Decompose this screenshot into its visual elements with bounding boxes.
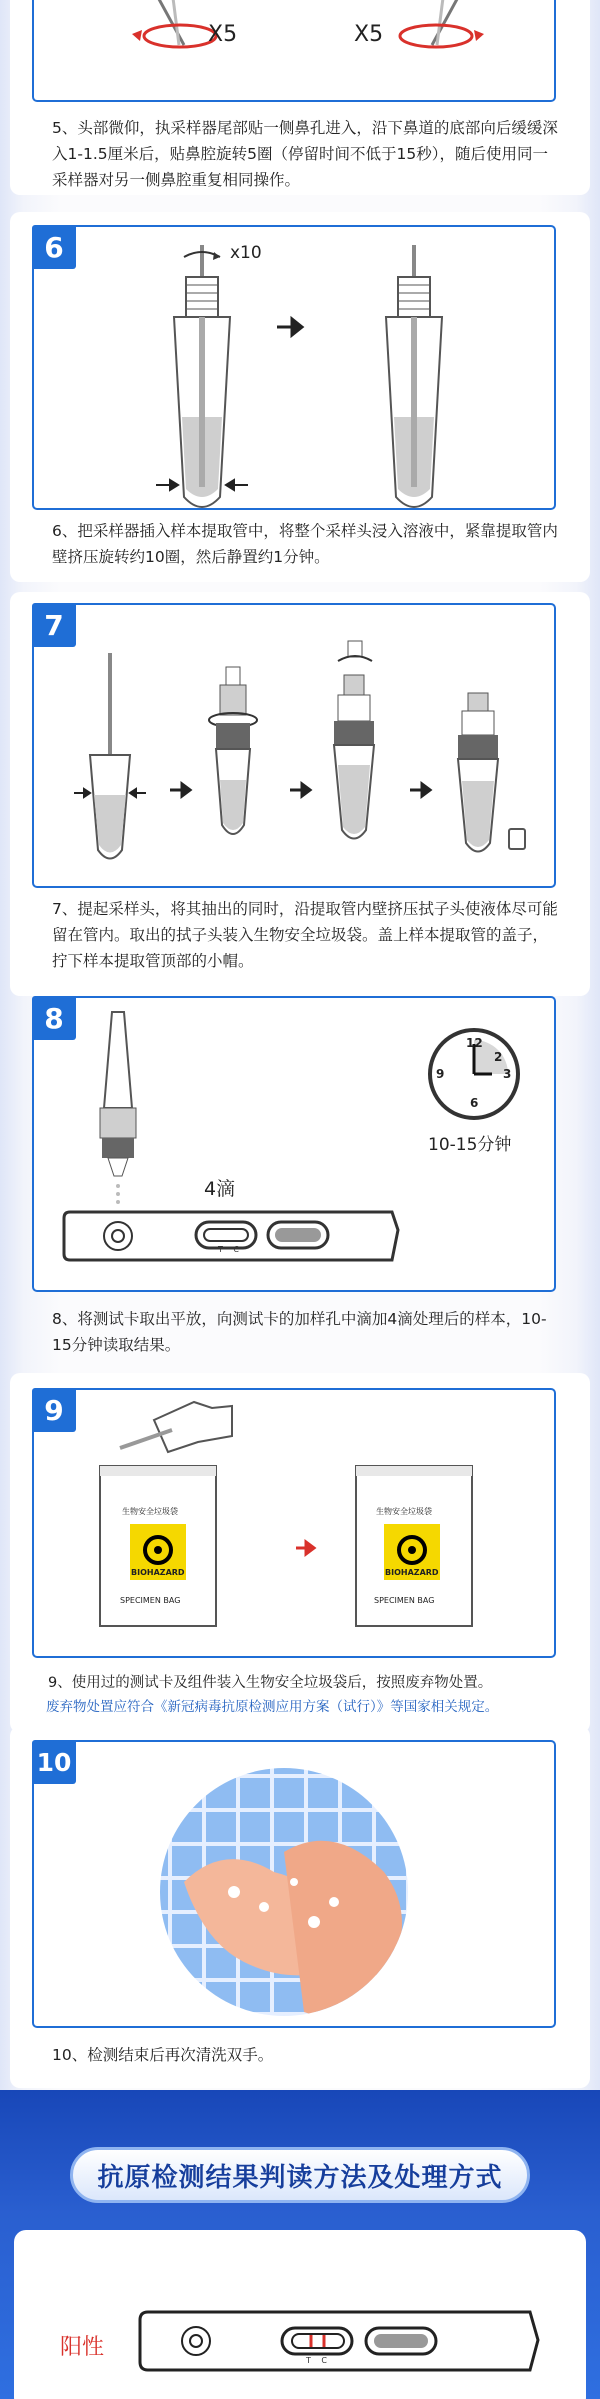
card-tc-marking: T C	[218, 1245, 244, 1254]
step-7-frame	[32, 603, 556, 888]
clock-6: 6	[470, 1096, 479, 1110]
step-8-number: 8	[32, 996, 76, 1040]
clock-9: 9	[436, 1067, 445, 1081]
clock-3: 3	[503, 1067, 512, 1081]
step-9-description: 9、使用过的测试卡及组件装入生物安全垃圾袋后，按照废弃物处置。	[48, 1675, 493, 1691]
step-10-description: 10、检测结束后再次清洗双手。	[52, 2046, 274, 2064]
swab-in-tube-illustration	[34, 227, 558, 512]
extract-swab-illustration	[34, 605, 558, 890]
step-6-description: 6、把采样器插入样本提取管中，将整个采样头浸入溶液中，紧靠提取管内壁挤压旋转约10圈，然后静置约1分钟。	[52, 522, 558, 566]
clock-2: 2	[494, 1050, 503, 1064]
step-6-frame	[32, 225, 556, 510]
disposal-regulation-note: 废弃物处置应符合《新冠病毒抗原检测应用方案（试行）》等国家相关规定。	[46, 1699, 499, 1715]
result-card-tc-marking: T C	[306, 2356, 332, 2365]
step-9-frame	[32, 1388, 556, 1658]
result-section-title: 抗原检测结果判读方法及处理方式	[70, 2147, 530, 2203]
step-8-frame	[32, 996, 556, 1292]
step-6-number: 6	[32, 225, 76, 269]
bag-title-left: 生物安全垃圾袋	[122, 1507, 178, 1516]
specimen-label-left: SPECIMEN BAG	[120, 1596, 181, 1605]
step-9-number: 9	[32, 1388, 76, 1432]
rotation-count-label: x10	[230, 243, 262, 263]
rotation-count-left: X5	[208, 22, 238, 47]
bag-title-right: 生物安全垃圾袋	[376, 1507, 432, 1516]
step-10-frame	[32, 1740, 556, 2028]
wait-time-label: 10-15分钟	[428, 1135, 512, 1155]
biohazard-label-left: BIOHAZARD	[131, 1568, 185, 1577]
biohazard-label-right: BIOHAZARD	[385, 1568, 439, 1577]
step-10-number: 10	[32, 1740, 76, 1784]
specimen-label-right: SPECIMEN BAG	[374, 1596, 435, 1605]
biohazard-bag-illustration	[34, 1390, 558, 1660]
drop-count-label: 4滴	[204, 1178, 236, 1200]
nose-swab-rotation-illustration	[34, 0, 558, 102]
step-7-description: 7、提起采样头，将其抽出的同时，沿提取管内壁挤压拭子头使液体尽可能留在管内。取出的拭子头装入生物安全垃圾袋。盖上样本提取管的盖子，拧下样本提取管顶部的小帽。	[52, 900, 558, 970]
positive-result-label: 阳性	[60, 2335, 105, 2360]
hand-washing-illustration	[34, 1742, 558, 2030]
clock-12: 12	[466, 1036, 483, 1050]
step-8-description: 8、将测试卡取出平放，向测试卡的加样孔中滴加4滴处理后的样本，10-15分钟读取结果。	[52, 1310, 547, 1354]
step-5-description: 5、头部微仰，执采样器尾部贴一侧鼻孔进入，沿下鼻道的底部向后缓缓深入1-1.5厘米后，贴鼻腔旋转5圈（停留时间不低于15秒），随后使用同一采样器对另一侧鼻腔重复相同操作。	[52, 119, 558, 189]
step-7-number: 7	[32, 603, 76, 647]
step-5-frame	[32, 0, 556, 102]
rotation-count-right: X5	[354, 22, 384, 47]
